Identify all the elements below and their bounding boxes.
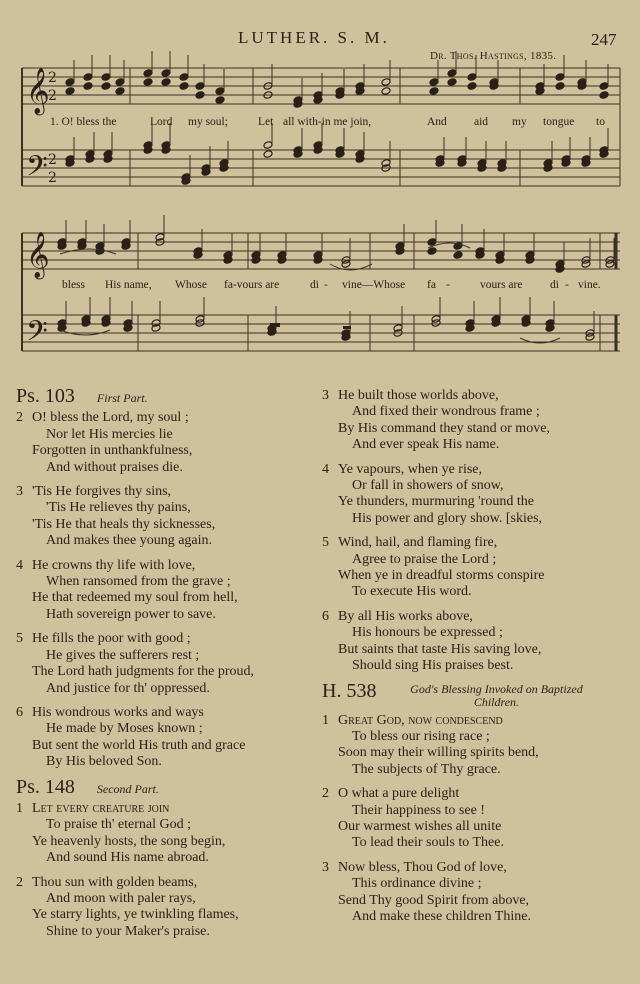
verse-line xyxy=(322,786,620,802)
verse-text: And fixed their wondrous frame ; xyxy=(352,404,540,420)
verse-text: Forgotten in unthankfulness, xyxy=(32,443,193,459)
verse-text: Hath sovereign power to save. xyxy=(46,606,216,622)
verse-text: This ordinance divine ; xyxy=(352,876,482,892)
verse-text: 'Tis He forgives thy sins, xyxy=(32,484,172,500)
verse-line xyxy=(322,421,620,437)
verse-text: Their happiness to see ! xyxy=(352,802,485,818)
verse-line xyxy=(322,893,620,909)
verse-line xyxy=(16,607,308,623)
h538-label: H. 538 xyxy=(322,679,377,702)
verse-line xyxy=(322,860,620,876)
lyric-syllable: 1. O! bless the xyxy=(50,116,117,128)
h538-stanzas xyxy=(322,713,620,926)
verse-line xyxy=(16,590,308,606)
verse-line xyxy=(16,754,308,770)
stanza-number: 3 xyxy=(322,859,329,875)
music-score xyxy=(0,0,640,370)
verse-text: Agree to praise the Lord ; xyxy=(352,551,497,567)
quarter-note xyxy=(101,73,111,82)
stanza xyxy=(322,462,620,528)
verse-line xyxy=(322,462,620,478)
verse-line xyxy=(322,511,620,527)
lyric-syllable: Whose xyxy=(175,279,207,291)
verse-line xyxy=(16,834,308,850)
verse-text: Shine to your Maker's praise. xyxy=(46,923,210,939)
verse-line xyxy=(16,681,308,697)
quarter-note xyxy=(83,82,93,91)
ps103-stanzas xyxy=(16,410,308,770)
verse-line xyxy=(322,642,620,658)
verse-line xyxy=(16,484,308,500)
verse-text: To lead their souls to Thee. xyxy=(352,835,504,851)
quarter-note xyxy=(115,87,125,96)
verse-text: And moon with paler rays, xyxy=(46,890,196,906)
verse-line xyxy=(322,535,620,551)
verse-line xyxy=(322,762,620,778)
stanza xyxy=(322,786,620,852)
half-note xyxy=(381,87,391,96)
verse-text: He gives the sufferers rest ; xyxy=(46,647,200,663)
stanza xyxy=(322,860,620,926)
stanza xyxy=(322,609,620,675)
verse-line xyxy=(322,909,620,925)
verse-line xyxy=(16,427,308,443)
stanza-number: 1 xyxy=(322,712,329,728)
verse-line xyxy=(16,648,308,664)
quarter-note xyxy=(555,82,565,91)
stanza xyxy=(16,558,308,624)
verse-line xyxy=(322,552,620,568)
verse-line xyxy=(322,478,620,494)
half-note xyxy=(263,150,273,159)
verse-text: Should sing His praises best. xyxy=(352,658,514,674)
verse-text: And makes thee young again. xyxy=(46,533,213,549)
verse-line xyxy=(16,664,308,680)
lyric-syllable: fa-vours are xyxy=(224,279,280,291)
verse-text: But sent the world His truth and grace xyxy=(32,737,246,753)
verse-line xyxy=(322,745,620,761)
quarter-note xyxy=(447,69,457,78)
quarter-note xyxy=(179,82,189,91)
verse-line xyxy=(322,437,620,453)
verse-text: When ransomed from the grave ; xyxy=(46,574,231,590)
bass-clef: 𝄢 xyxy=(26,315,48,355)
quarter-note xyxy=(467,73,477,82)
stanza-number: 4 xyxy=(322,461,329,477)
verse-text: Ye starry lights, ye twinkling flames, xyxy=(32,907,239,923)
verse-text: His honours be expressed ; xyxy=(352,625,503,641)
quarter-note xyxy=(161,78,171,87)
verse-line xyxy=(322,625,620,641)
verse-text: Ye heavenly hosts, the song begin, xyxy=(32,833,226,849)
lyric-syllable: all with-in me join, xyxy=(283,116,372,128)
stanza-number: 5 xyxy=(16,631,23,647)
verse-text: By His beloved Son. xyxy=(46,754,162,770)
verse-line xyxy=(16,875,308,891)
verse-text: And justice for th' oppressed. xyxy=(46,680,210,696)
stanza xyxy=(16,705,308,771)
tune-title: LUTHER. S. M. xyxy=(238,28,390,47)
quarter-note xyxy=(429,78,439,87)
verse-text: Ye vapours, when ye rise, xyxy=(338,461,482,477)
quarter-note xyxy=(215,87,225,96)
verse-line xyxy=(322,584,620,600)
quarter-note xyxy=(83,73,93,82)
verse-line xyxy=(16,891,308,907)
time-sig-bottom: 2 xyxy=(48,170,57,186)
stanza-number: 5 xyxy=(322,535,329,551)
verse-text: Now bless, Thou God of love, xyxy=(338,859,507,875)
verse-line xyxy=(322,819,620,835)
verse-text: Nor let His mercies lie xyxy=(46,426,173,442)
verse-line xyxy=(322,404,620,420)
composer-credit: Dr. Thos. Hastings, 1835. xyxy=(430,50,557,62)
quarter-note xyxy=(65,87,75,96)
verse-text: Thou sun with golden beams, xyxy=(32,874,198,890)
ps148-part: Second Part. xyxy=(96,781,159,796)
lyric-syllable: - xyxy=(446,279,450,291)
verse-line xyxy=(322,876,620,892)
lyric-syllable: bless xyxy=(62,279,85,291)
time-sig-bottom: 2 xyxy=(48,88,57,104)
verse-text: He that redeemed my soul from hell, xyxy=(32,590,238,606)
quarter-note xyxy=(215,96,225,105)
quarter-note xyxy=(453,251,463,260)
quarter-note xyxy=(101,82,111,91)
stanza xyxy=(322,535,620,601)
stanza xyxy=(16,410,308,476)
verse-text: O what a pure delight xyxy=(338,786,460,802)
quarter-note xyxy=(115,78,125,87)
verse-line xyxy=(322,568,620,584)
verse-line xyxy=(16,924,308,940)
verse-text: Send Thy good Spirit from above, xyxy=(338,892,530,908)
verse-text: And ever speak His name. xyxy=(352,437,500,453)
verse-line xyxy=(322,713,620,729)
lyric-syllable: tongue xyxy=(543,116,575,128)
stanza xyxy=(322,713,620,779)
verse-text: He fills the poor with good ; xyxy=(32,631,191,647)
quarter-note xyxy=(467,82,477,91)
quarter-note xyxy=(599,91,609,100)
verse-line xyxy=(16,705,308,721)
time-sig-top: 2 xyxy=(48,152,57,168)
verse-line xyxy=(16,500,308,516)
half-rest xyxy=(343,326,351,329)
ps103-part: First Part. xyxy=(96,391,148,405)
verse-line xyxy=(322,609,620,625)
verse-line xyxy=(16,817,308,833)
stanza-number: 2 xyxy=(16,410,23,426)
verse-text: And make these children Thine. xyxy=(352,908,531,924)
lyric-syllable: vours are xyxy=(480,279,523,291)
lyric-syllable: vine—Whose xyxy=(342,279,406,291)
verse-text: He built those worlds above, xyxy=(338,388,499,403)
lyric-syllable: vine. xyxy=(578,279,601,291)
verse-text: By all His works above, xyxy=(338,608,473,624)
verse-text: The subjects of Thy grace. xyxy=(352,761,501,777)
stanza-number: 4 xyxy=(16,557,23,573)
verse-text: Let every creature join xyxy=(32,800,170,816)
quarter-note xyxy=(195,82,205,91)
ps148-continued-stanzas xyxy=(322,388,620,675)
quarter-note xyxy=(143,69,153,78)
verse-text: 'Tis He that heals thy sicknesses, xyxy=(32,516,216,532)
ps148-stanzas xyxy=(16,801,308,940)
stanza-number: 3 xyxy=(322,388,329,403)
verse-text: Wind, hail, and flaming fire, xyxy=(338,535,498,551)
verse-text: When ye in dreadful storms conspire xyxy=(338,568,545,584)
lyric-syllable: - xyxy=(324,279,328,291)
treble-clef: 𝄞 xyxy=(26,68,50,114)
verse-text: And without praises die. xyxy=(46,459,183,475)
quarter-note xyxy=(161,69,171,78)
verse-text: To praise th' eternal God ; xyxy=(46,817,191,833)
verse-line xyxy=(322,658,620,674)
verse-text: Great God, now condescend xyxy=(338,712,503,728)
lyric-syllable: di xyxy=(550,279,559,291)
verse-text: 'Tis He relieves thy pains, xyxy=(46,500,191,516)
verse-line xyxy=(322,835,620,851)
verse-line xyxy=(16,517,308,533)
verse-text: He made by Moses known ; xyxy=(46,721,203,737)
stanza xyxy=(16,801,308,867)
stanza xyxy=(16,875,308,941)
treble-clef: 𝄞 xyxy=(26,232,50,278)
stanza-number: 3 xyxy=(16,484,23,500)
verse-line xyxy=(322,494,620,510)
verse-line xyxy=(16,850,308,866)
h538-subtitle: God's Blessing Invoked on Baptized Children. xyxy=(410,681,583,709)
verse-line xyxy=(16,738,308,754)
verse-text: By His command they stand or move, xyxy=(338,420,550,436)
lyric-syllable: Let xyxy=(258,116,274,128)
verse-text: His wondrous works and ways xyxy=(32,704,204,720)
verse-text: Our warmest wishes all unite xyxy=(338,818,502,834)
verse-text: His power and glory show. [skies, xyxy=(352,510,543,526)
verse-text: He crowns thy life with love, xyxy=(32,557,196,573)
verse-line xyxy=(16,558,308,574)
half-note xyxy=(263,141,273,150)
right-column xyxy=(322,388,620,933)
ps148-heading xyxy=(16,775,308,798)
lyric-syllable: And xyxy=(427,116,447,128)
quarter-note xyxy=(195,91,205,100)
stanza-number: 2 xyxy=(16,874,23,890)
lyric-syllable: my soul; xyxy=(188,116,228,128)
bass-clef: 𝄢 xyxy=(26,150,48,190)
quarter-note xyxy=(447,78,457,87)
lyric-syllable: His name, xyxy=(105,279,152,291)
verse-text: To bless our rising race ; xyxy=(352,728,490,744)
verse-line xyxy=(16,533,308,549)
verse-line xyxy=(322,803,620,819)
whole-rest xyxy=(270,323,280,327)
verse-line xyxy=(16,460,308,476)
stanza xyxy=(16,631,308,697)
verse-text: Soon may their willing spirits bend, xyxy=(338,745,539,761)
verse-text: O! bless the Lord, my soul ; xyxy=(32,410,189,426)
verse-line xyxy=(16,907,308,923)
verse-line xyxy=(322,729,620,745)
verse-line xyxy=(16,443,308,459)
verse-text: But saints that taste His saving love, xyxy=(338,641,542,657)
verse-text: Ye thunders, murmuring 'round the xyxy=(338,494,534,510)
verse-line xyxy=(322,388,620,404)
lyric-syllable: di xyxy=(310,279,319,291)
quarter-note xyxy=(429,87,439,96)
time-sig-top: 2 xyxy=(48,70,57,86)
verse-line xyxy=(16,410,308,426)
quarter-note xyxy=(65,78,75,87)
half-note xyxy=(381,78,391,87)
quarter-note xyxy=(143,78,153,87)
lyric-syllable: - xyxy=(565,279,569,291)
stanza xyxy=(322,388,620,454)
stanza-number: 6 xyxy=(322,608,329,624)
quarter-note xyxy=(599,82,609,91)
ps148-label: Ps. 148 xyxy=(16,775,75,798)
quarter-note xyxy=(179,73,189,82)
quarter-note xyxy=(555,73,565,82)
ps103-heading xyxy=(16,385,308,407)
stanza-number: 1 xyxy=(16,800,23,816)
lyric-syllable: aid xyxy=(474,116,489,128)
lyric-syllable: to xyxy=(596,116,605,128)
left-column xyxy=(16,385,308,948)
stanza-number: 6 xyxy=(16,704,23,720)
page-number: 247 xyxy=(591,30,617,49)
stanza xyxy=(16,484,308,550)
verse-text: And sound His name abroad. xyxy=(46,850,209,866)
verse-line xyxy=(16,721,308,737)
lyric-syllable: my xyxy=(512,116,527,128)
ps103-label: Ps. 103 xyxy=(16,385,75,407)
verse-text: Or fall in showers of snow, xyxy=(352,478,504,494)
verse-text: To execute His word. xyxy=(352,584,472,600)
h538-heading xyxy=(322,679,620,709)
stanza-number: 2 xyxy=(322,786,329,802)
verse-text: The Lord hath judgments for the proud, xyxy=(32,664,255,680)
lyric-syllable: fa xyxy=(427,279,436,291)
verse-line xyxy=(16,574,308,590)
lyric-syllable: Lord xyxy=(150,116,173,128)
verse-line xyxy=(16,631,308,647)
verse-line xyxy=(16,801,308,817)
